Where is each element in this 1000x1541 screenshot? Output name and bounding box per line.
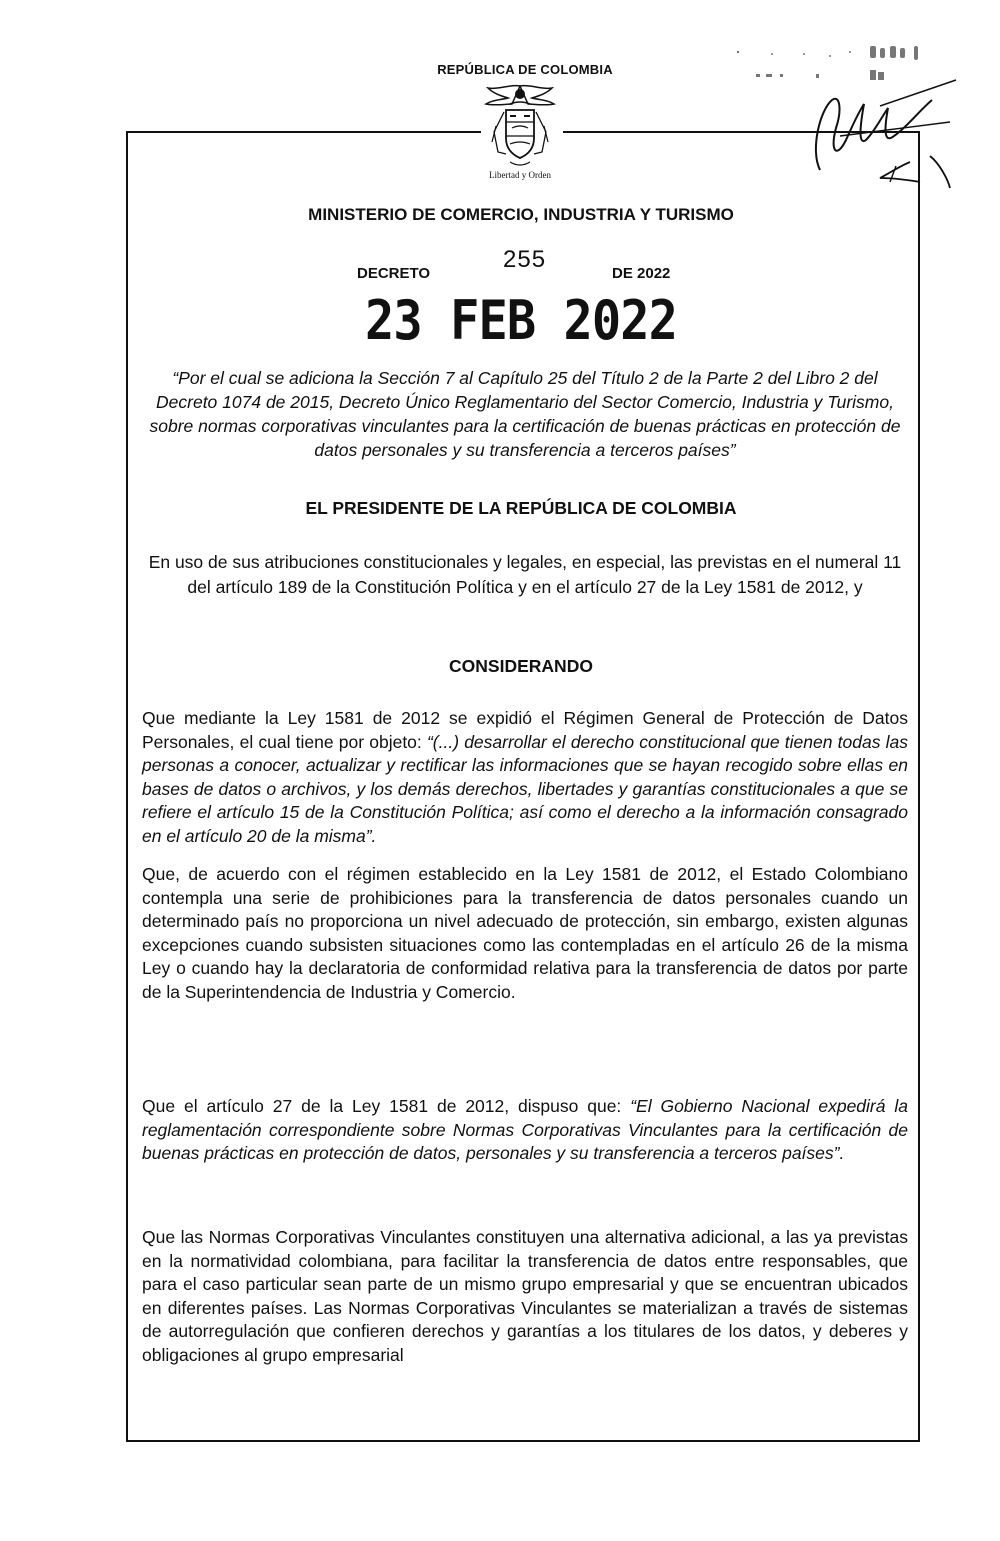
country-heading: REPÚBLICA DE COLOMBIA [437,62,613,77]
decree-label: DECRETO [357,265,431,282]
decree-year: DE 2022 [612,265,671,282]
decree-epigraph: “Por el cual se adiciona la Sección 7 al Capítulo 25 del Título 2 de la Parte 2 del Libro 2 del Decreto 1074 de 2015, Decreto Único Reglamentario del Sector Comercio, Industria y Turismo, sobre normas corporativas vinculantes para la certificación de buenas prácticas en protección de datos personales y su transferencia a terceros países” [149,368,901,460]
paragraph-text: Que el artículo 27 de la Ley 1581 de 2012, dispuso que: [142,1096,631,1116]
handwritten-signature-icon [780,70,960,200]
coat-of-arms-icon [480,82,560,174]
paragraph-text: Que mediante la Ley 1581 de 2012 se expidió el Régimen General de Protección de Datos Personales, el cual tiene por objeto: [142,708,908,752]
decree-number: 255 [503,246,547,273]
ministry-heading: MINISTERIO DE COMERCIO, INDUSTRIA Y TURISMO [308,205,734,224]
considering-paragraph-1 [142,707,908,848]
law-quote: “El Gobierno Nacional expedirá la reglamentación correspondiente sobre Normas Corporativas Vinculantes para la certificación de buenas prácticas en protección de datos, personales y su transferencia a terceros países”. [142,1096,908,1163]
motto-text: Libertad y Orden [489,170,551,180]
authority-heading: EL PRESIDENTE DE LA REPÚBLICA DE COLOMBIA [305,498,737,518]
considering-paragraph-4: Que las Normas Corporativas Vinculantes constituyen una alternativa adicional, a las ya previstas en la normatividad colombiana, para facilitar la transferencia de datos entre responsables, que para el caso particular sean parte de un mismo grupo empresarial y que se encuentran ubicados en diferentes países. Las Normas Corporativas Vinculantes se materializan a través de sistemas de autorregulación que confieren derechos y garantías a los titulares de los datos, y deberes y obligaciones al grupo empresarial [142,1227,908,1365]
considering-paragraph-3 [142,1095,908,1166]
powers-paragraph: En uso de sus atribuciones constitucionales y legales, en especial, las previstas en el numeral 11 del artículo 189 de la Constitución Política y en el artículo 27 de la Ley 1581 de 2012, y [148,552,902,597]
law-quote: “(...) desarrollar el derecho constitucional que tienen todas las personas a conocer, actualizar y rectificar las informaciones que se hayan recogido sobre ellas en bases de datos o archivos, y los demás derechos, libertades y garantías constitucionales a que se refiere el artículo 15 de la Constitución Política; así como el derecho a la información consagrado en el artículo 20 de la misma”. [142,731,909,846]
considering-heading: CONSIDERANDO [449,656,593,676]
date-stamp: 23 FEB 2022 [365,289,677,352]
considering-paragraph-2: Que, de acuerdo con el régimen establecido en la Ley 1581 de 2012, el Estado Colombiano contempla una serie de prohibiciones para la transferencia de datos personales cuando un determinado país no proporciona un nivel adecuado de protección, sin embargo, existen algunas excepciones cuando subsisten situaciones como las contempladas en el artículo 26 de la misma Ley o cuando hay la declaratoria de conformidad relativa para la transferencia de datos por parte de la Superintendencia de Industria y Comercio. [142,864,908,1002]
